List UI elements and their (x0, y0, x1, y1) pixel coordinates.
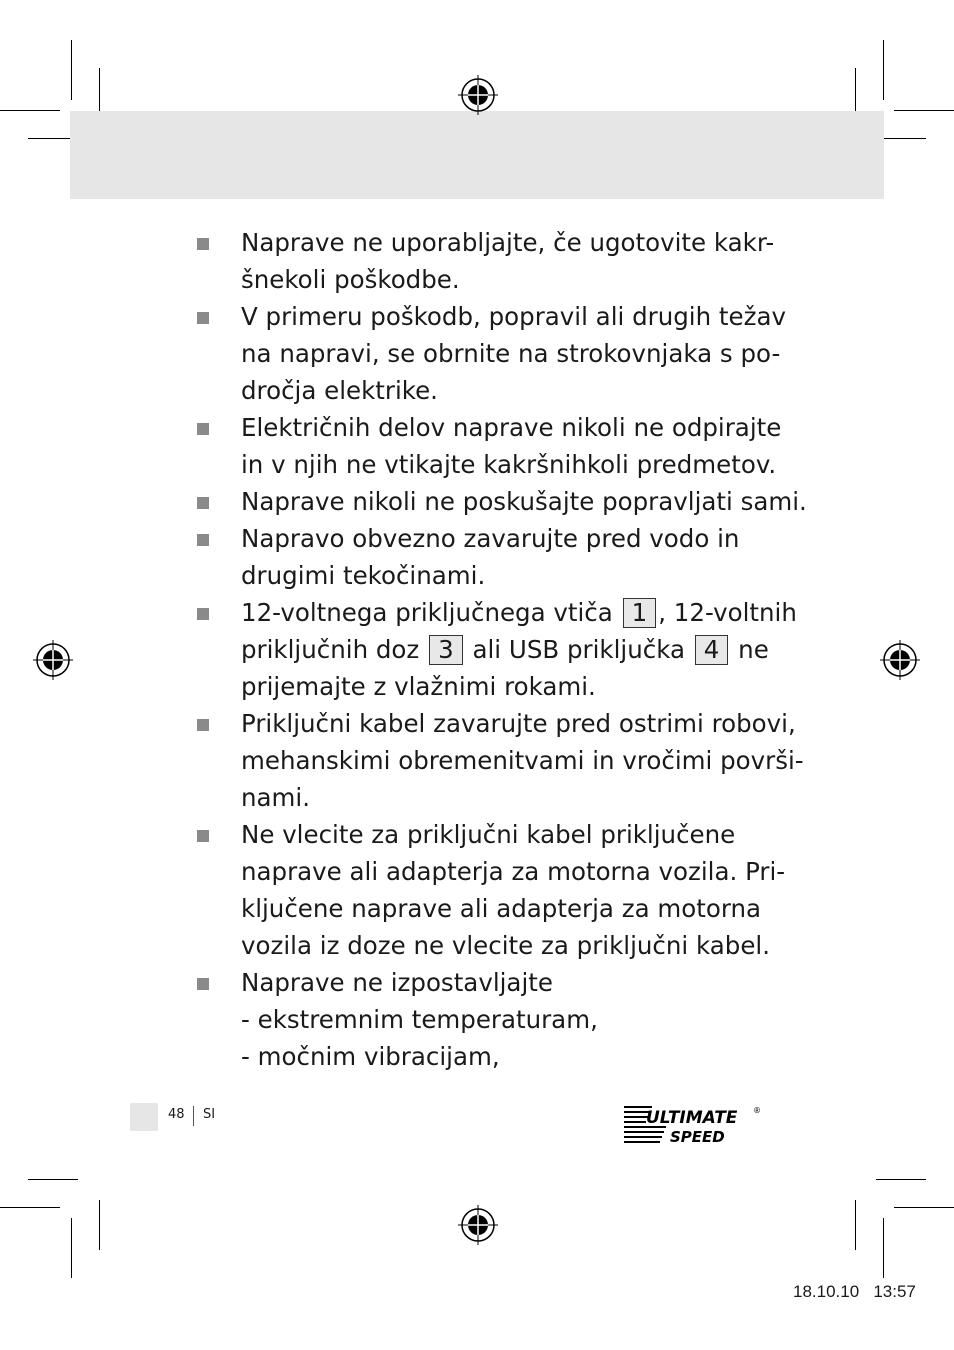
item-text-line: šnekoli poškodbe. (241, 265, 460, 294)
item-text-line: prijemajte z vlažnimi rokami. (241, 672, 596, 701)
part-reference-box: 3 (429, 635, 463, 665)
item-text-line: Naprave ne izpostavljajte (241, 968, 553, 997)
item-text-line: vozila iz doze ne vlecite za priključni kabel. (241, 931, 770, 960)
item-text-line (241, 631, 770, 668)
crop-mark (71, 1218, 72, 1278)
crop-mark (883, 40, 884, 100)
item-text-line: dročja elektrike. (241, 376, 438, 405)
ultimate-speed-logo (622, 1101, 764, 1147)
square-bullet-icon (197, 238, 209, 250)
item-text-line: na napravi, se obrnite na strokovnjaka s po- (241, 339, 781, 368)
sub-list-item: - močnim vibracijam, (241, 1042, 500, 1071)
logo-text-speed: SPEED (670, 1128, 725, 1146)
part-reference-box: 4 (695, 635, 729, 665)
item-text: , 12-voltnih (658, 598, 797, 627)
registered-mark: ® (753, 1106, 761, 1115)
page-number: 48 (168, 1107, 185, 1122)
registration-mark-icon (458, 1205, 498, 1245)
part-reference-box: 1 (623, 598, 657, 628)
safety-instructions-list (195, 224, 807, 1075)
language-code: SI (203, 1107, 216, 1122)
list-item (195, 594, 797, 705)
list-item (195, 224, 775, 298)
sub-list-item: - ekstremnim temperaturam, (241, 1005, 598, 1034)
square-bullet-icon (197, 423, 209, 435)
square-bullet-icon (197, 608, 209, 620)
crop-mark (876, 1179, 926, 1180)
item-text-line: Električnih delov naprave nikoli ne odpirajte (241, 413, 782, 442)
registration-mark-icon (458, 75, 498, 115)
item-text-line (241, 594, 797, 631)
crop-mark (894, 1207, 954, 1208)
item-text-line: Ne vlecite za priključni kabel priključene (241, 820, 736, 849)
square-bullet-icon (197, 719, 209, 731)
item-text-line: nami. (241, 783, 311, 812)
item-text-line: V primeru poškodb, popravil ali drugih težav (241, 302, 786, 331)
crop-mark (855, 1200, 856, 1250)
item-text-line: in v njih ne vtikajte kakršnihkoli predmetov. (241, 450, 777, 479)
sub-list (195, 1001, 770, 1075)
item-text-line: mehanskimi obremenitvami in vročimi površi- (241, 746, 804, 775)
list-item (195, 409, 782, 483)
item-text-line: Priključni kabel zavarujte pred ostrimi robovi, (241, 709, 796, 738)
crop-mark (894, 110, 954, 111)
list-item (195, 483, 807, 520)
crop-mark (883, 1218, 884, 1278)
divider (193, 1106, 194, 1126)
item-text-line: Naprave nikoli ne poskušajte popravljati sami. (241, 487, 807, 516)
list-item (195, 705, 804, 816)
item-text-line: Napravo obvezno zavarujte pred vodo in (241, 524, 740, 553)
square-bullet-icon (197, 978, 209, 990)
crop-mark (71, 40, 72, 100)
registration-mark-icon (33, 640, 73, 680)
square-bullet-icon (197, 534, 209, 546)
square-bullet-icon (197, 830, 209, 842)
item-text-line: Naprave ne uporabljajte, če ugotovite kakr- (241, 228, 775, 257)
list-item (195, 520, 770, 594)
item-text-line: drugimi tekočinami. (241, 561, 486, 590)
item-text-line: naprave ali adapterja za motorna vozila. Pri- (241, 857, 786, 886)
item-text: ne (738, 635, 769, 664)
header-band (70, 111, 884, 199)
crop-mark (0, 110, 60, 111)
print-timestamp: 18.10.10 13:57 (793, 1282, 916, 1301)
crop-mark (0, 1207, 60, 1208)
list-item (195, 816, 786, 964)
item-text: priključnih doz (241, 635, 420, 664)
list-item (195, 964, 770, 1001)
logo-text-ultimate: ULTIMATE (646, 1108, 738, 1128)
crop-mark (99, 1200, 100, 1250)
page-marker (130, 1103, 158, 1131)
square-bullet-icon (197, 497, 209, 509)
registration-mark-icon (880, 640, 920, 680)
square-bullet-icon (197, 312, 209, 324)
list-item (195, 298, 786, 409)
item-text-line: ključene naprave ali adapterja za motorna (241, 894, 762, 923)
item-text: 12-voltnega priključnega vtiča (241, 598, 613, 627)
crop-mark (28, 1179, 78, 1180)
item-text: ali USB priključka (472, 635, 685, 664)
